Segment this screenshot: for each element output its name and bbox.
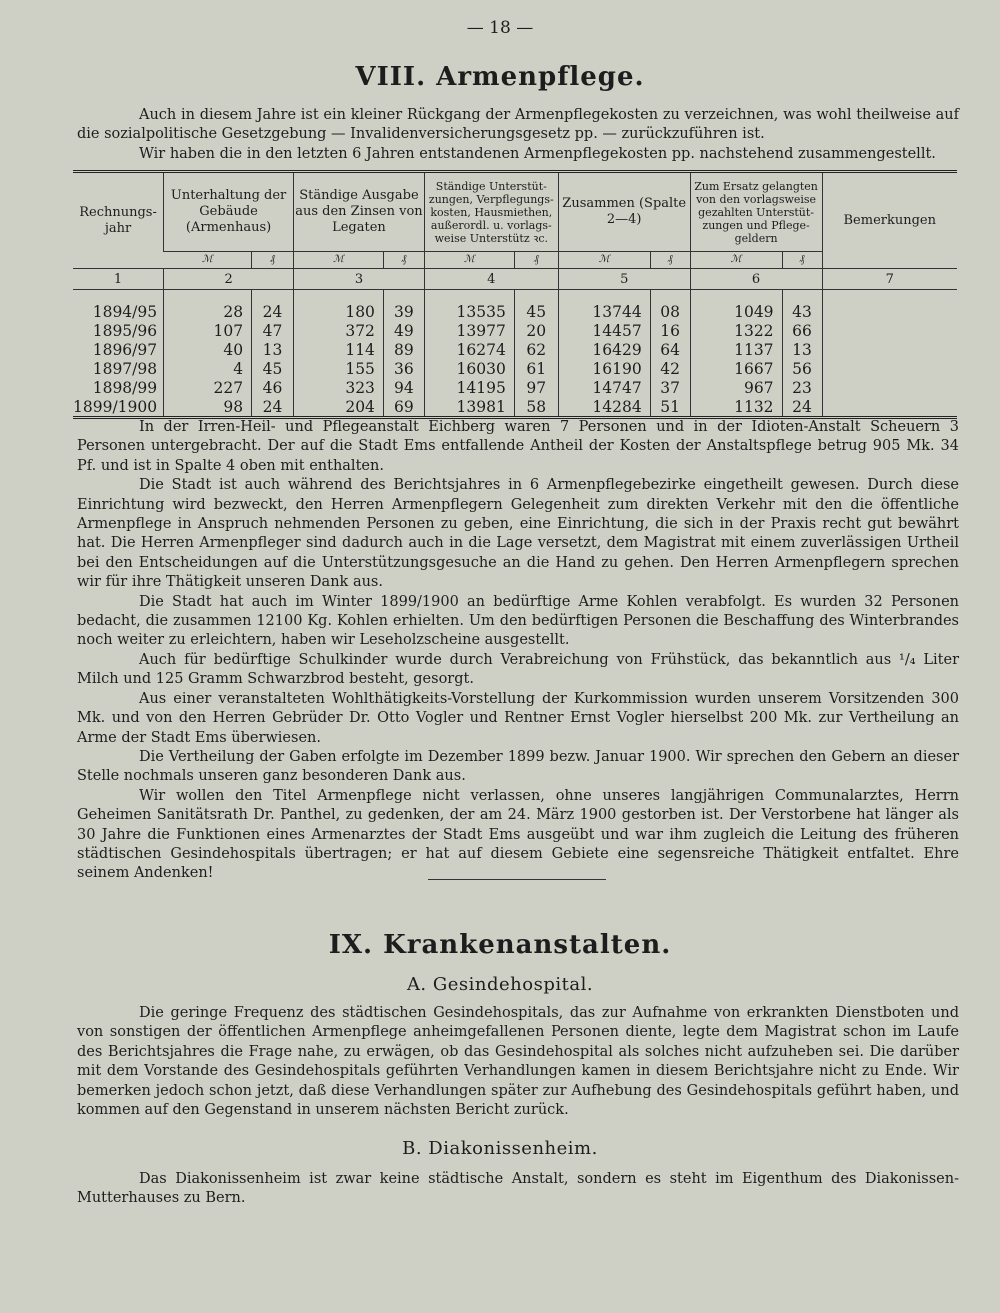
body-paragraph: Aus einer veranstalteten Wohlthätigkeits-Vorstellung der Kurkommission wurden unserem Vorsitzenden 300 Mk. und von den Herren Gebrüder Dr. Otto Vogler und Rentner Ernst Vogler hierselbst 200 Mk. zur Vertheilung an Arme der Stadt Ems überwiesen.: [77, 690, 959, 746]
cell-value: 49: [383, 321, 424, 340]
header-support: Ständige Unterstüt-zungen, Verpflegungs-kosten, Hausmiethen, außerordl. u. vorlags-weise Unterstütz ꝛc.: [424, 172, 558, 252]
body-paragraph: In der Irren-Heil- und Pflegeanstalt Eichberg waren 7 Personen und in der Idioten-Anstalt Scheuern 3 Personen untergebracht. Der auf die Stadt Ems entfallende Antheil der Kosten der Anstaltspflege betrug 905 Mk. 34 Pf. und ist in Spalte 4 oben mit enthalten.: [77, 419, 959, 474]
cell-value: 13977: [424, 321, 514, 340]
cell-value: 42: [650, 359, 690, 378]
cell-value: 58: [514, 397, 558, 418]
cell-value: 1667: [690, 359, 782, 378]
body-armenpflege: [77, 418, 959, 884]
cell-value: 1322: [690, 321, 782, 340]
cell-year: 1895/96: [92, 321, 158, 340]
intro-block: [77, 106, 959, 164]
cell-value: 56: [782, 359, 822, 378]
cell-value: 24: [252, 397, 294, 418]
cell-value: 1049: [690, 302, 782, 321]
cell-value: 14457: [558, 321, 650, 340]
cell-value: 227: [164, 378, 252, 397]
cell-value: 16190: [558, 359, 650, 378]
cell-value: 107: [164, 321, 252, 340]
cell-value: 36: [383, 359, 424, 378]
cell-value: 13: [782, 340, 822, 359]
cell-value: 20: [514, 321, 558, 340]
table-row: [73, 321, 957, 340]
unit-pf: ₰: [782, 252, 822, 269]
section-divider: [428, 879, 606, 880]
column-number: 2: [164, 269, 294, 290]
body-paragraph: Das Diakonissenheim ist zwar keine städtische Anstalt, sondern es steht im Eigenthum des Diakonissen-Mutterhauses zu Bern.: [77, 1171, 959, 1207]
header-buildings: Unterhaltung der Gebäude (Armenhaus): [164, 172, 294, 252]
body-paragraph: Die Vertheilung der Gaben erfolgte im Dezember 1899 bezw. Januar 1900. Wir sprechen den Gebern an dieser Stelle nochmals unseren ganz besonderen Dank aus.: [77, 748, 959, 785]
cell-value: 372: [294, 321, 384, 340]
cell-year: 1896/97: [92, 340, 158, 359]
table-row: [73, 302, 957, 321]
body-gesindehospital: [77, 1004, 959, 1120]
cell-value: 13981: [424, 397, 514, 418]
cell-value: 98: [164, 397, 252, 418]
cell-value: 43: [782, 302, 822, 321]
cell-remarks: [822, 397, 957, 418]
header-refunds: Zum Ersatz gelangten von den vorlagsweise gezahlten Unterstüt-zungen und Pflege-geldern: [690, 172, 822, 252]
cell-value: 204: [294, 397, 384, 418]
cell-value: 323: [294, 378, 384, 397]
cell-value: 69: [383, 397, 424, 418]
section-title-krankenanstalten: IX. Krankenanstalten.: [328, 930, 672, 960]
column-number: 5: [558, 269, 690, 290]
cell-value: 24: [782, 397, 822, 418]
cell-value: 16030: [424, 359, 514, 378]
cell-value: 46: [252, 378, 294, 397]
cell-value: 1137: [690, 340, 782, 359]
cell-value: 14747: [558, 378, 650, 397]
cell-value: 61: [514, 359, 558, 378]
cell-value: 16429: [558, 340, 650, 359]
cell-value: 4: [164, 359, 252, 378]
body-paragraph: Die Stadt ist auch während des Berichtsjahres in 6 Armenpflegebezirke eingetheilt gewesen. Durch diese Einrichtung wird bezweckt, den Herren Armenpflegern Gelegenheit zum direkten Verkehr mit den die öffentliche Armenpflege in Anspruch nehmenden Personen zu geben, eine Einrichtung, die sich in der Praxis recht gut bewährt hat. Die Herren Armenpfleger sind dadurch auch in die Lage versetzt, dem Magistrat mit einem zuverlässigen Urtheil bei den Entscheidungen auf die Unterstützungsgesuche an die Hand zu gehen. Den Herren Armenpflegern sprechen wir für ihre Thätigkeit unseren Dank aus.: [77, 477, 959, 591]
cell-year: 1899/1900: [73, 397, 158, 416]
unit-mark: ℳ: [690, 252, 782, 269]
cell-value: 114: [294, 340, 384, 359]
body-paragraph: Die geringe Frequenz des städtischen Gesindehospitals, das zur Aufnahme von erkrankten Dienstboten und von sonstigen der öffentlichen Armenpflege anheimgefallenen Personen diente, legte dem Magistrat schon im Laufe des Berichtsjahres die Frage nahe, zu erwägen, ob das Gesindehospital als solches nicht aufzuheben sei. Die darüber mit dem Vorstande des Gesindehospitals geführten Verhandlungen kamen in diesem Berichtsjahre nicht zu Ende. Wir bemerken jedoch schon jetzt, daß diese Verhandlungen später zur Aufhebung des Gesindehospitals geführt haben, und kommen auf den Gegenstand in unserem nächsten Bericht zurück.: [77, 1005, 959, 1119]
cell-value: 89: [383, 340, 424, 359]
cell-value: 16274: [424, 340, 514, 359]
unit-mark: ℳ: [424, 252, 514, 269]
unit-pf: ₰: [514, 252, 558, 269]
column-number: 3: [294, 269, 425, 290]
unit-mark: ℳ: [164, 252, 252, 269]
header-total: Zusammen (Spalte 2—4): [558, 172, 690, 252]
column-number: 6: [690, 269, 822, 290]
cell-value: 51: [650, 397, 690, 418]
table-row: [73, 378, 957, 397]
unit-pf: ₰: [383, 252, 424, 269]
unit-pf: ₰: [252, 252, 294, 269]
cell-value: 1132: [690, 397, 782, 418]
header-legacies: Ständige Ausgabe aus den Zinsen von Legaten: [294, 172, 425, 252]
costs-table-wrap: [73, 170, 957, 419]
cell-value: 13535: [424, 302, 514, 321]
cell-value: 180: [294, 302, 384, 321]
cell-value: 97: [514, 378, 558, 397]
cell-value: 155: [294, 359, 384, 378]
cell-value: 94: [383, 378, 424, 397]
cell-value: 08: [650, 302, 690, 321]
subsection-title-diakonissenheim: B. Diakonissenheim.: [402, 1138, 598, 1159]
section-title-armenpflege: VIII. Armenpflege.: [355, 62, 645, 92]
cell-value: 24: [252, 302, 294, 321]
cell-value: 28: [164, 302, 252, 321]
unit-mark: ℳ: [558, 252, 650, 269]
column-number: 7: [822, 269, 957, 290]
body-paragraph: Wir wollen den Titel Armenpflege nicht verlassen, ohne unseres langjährigen Communalarztes, Herrn Geheimen Sanitätsrath Dr. Panthel, zu gedenken, der am 24. März 1900 gestorben ist. Der Verstorbene hat länger als 30 Jahre die Funktionen eines Armenarztes der Stadt Ems ausgeübt und war ihm zugleich die Leitung des früheren städtischen Gesindehospitals übertragen; er hat auf diesem Gebiete eine segensreiche Thätigkeit entfaltet. Ehre seinem Andenken!: [77, 787, 959, 882]
column-number: 1: [73, 269, 164, 290]
cell-year: 1894/95: [92, 302, 158, 321]
cell-year: 1898/99: [92, 378, 158, 397]
column-number: 4: [424, 269, 558, 290]
cell-year: 1897/98: [92, 359, 158, 378]
body-diakonissenheim: [77, 1170, 959, 1209]
unit-pf: ₰: [650, 252, 690, 269]
page-number: — 18 —: [466, 18, 534, 38]
intro-paragraph: Auch in diesem Jahre ist ein kleiner Rückgang der Armenpflegekosten zu verzeichnen, was wohl theilweise auf die sozialpolitische Gesetzgebung — Invalidenversicherungsgesetz pp. — zurückzuführen ist.: [77, 107, 959, 143]
cell-value: 40: [164, 340, 252, 359]
cell-value: 45: [514, 302, 558, 321]
cell-value: 14284: [558, 397, 650, 418]
table-row: [73, 340, 957, 359]
cell-value: 37: [650, 378, 690, 397]
header-year: Rechnungs-jahr: [79, 204, 157, 236]
intro-paragraph: Wir haben die in den letzten 6 Jahren entstandenen Armenpflegekosten pp. nachstehend zusammengestellt.: [139, 145, 936, 162]
table-body: [73, 302, 957, 418]
cell-value: 16: [650, 321, 690, 340]
cell-value: 47: [252, 321, 294, 340]
body-paragraph: Die Stadt hat auch im Winter 1899/1900 an bedürftige Arme Kohlen verabfolgt. Es wurden 32 Personen bedacht, die zusammen 12100 Kg. Kohlen erhielten. Um den bedürftigen Personen die Beschaffung des Winterbrandes noch weiter zu erleichtern, haben wir Leseholzscheine ausgestellt.: [77, 593, 959, 649]
cell-value: 13: [252, 340, 294, 359]
cell-remarks: [822, 340, 957, 359]
table-row: [73, 359, 957, 378]
cell-value: 14195: [424, 378, 514, 397]
table-row: [73, 397, 957, 418]
costs-table: [73, 170, 957, 419]
cell-remarks: [822, 378, 957, 397]
cell-value: 39: [383, 302, 424, 321]
cell-remarks: [822, 321, 957, 340]
cell-value: 45: [252, 359, 294, 378]
header-remarks: Bemerkungen: [822, 172, 957, 269]
unit-mark: ℳ: [294, 252, 384, 269]
cell-value: 967: [690, 378, 782, 397]
cell-remarks: [822, 359, 957, 378]
cell-value: 66: [782, 321, 822, 340]
cell-value: 64: [650, 340, 690, 359]
cell-value: 23: [782, 378, 822, 397]
cell-remarks: [822, 302, 957, 321]
cell-value: 62: [514, 340, 558, 359]
cell-value: 13744: [558, 302, 650, 321]
body-paragraph: Auch für bedürftige Schulkinder wurde durch Verabreichung von Frühstück, das bekanntlich aus ¹/₄ Liter Milch und 125 Gramm Schwarzbrod besteht, gesorgt.: [77, 651, 959, 688]
subsection-title-gesindehospital: A. Gesindehospital.: [406, 974, 594, 995]
